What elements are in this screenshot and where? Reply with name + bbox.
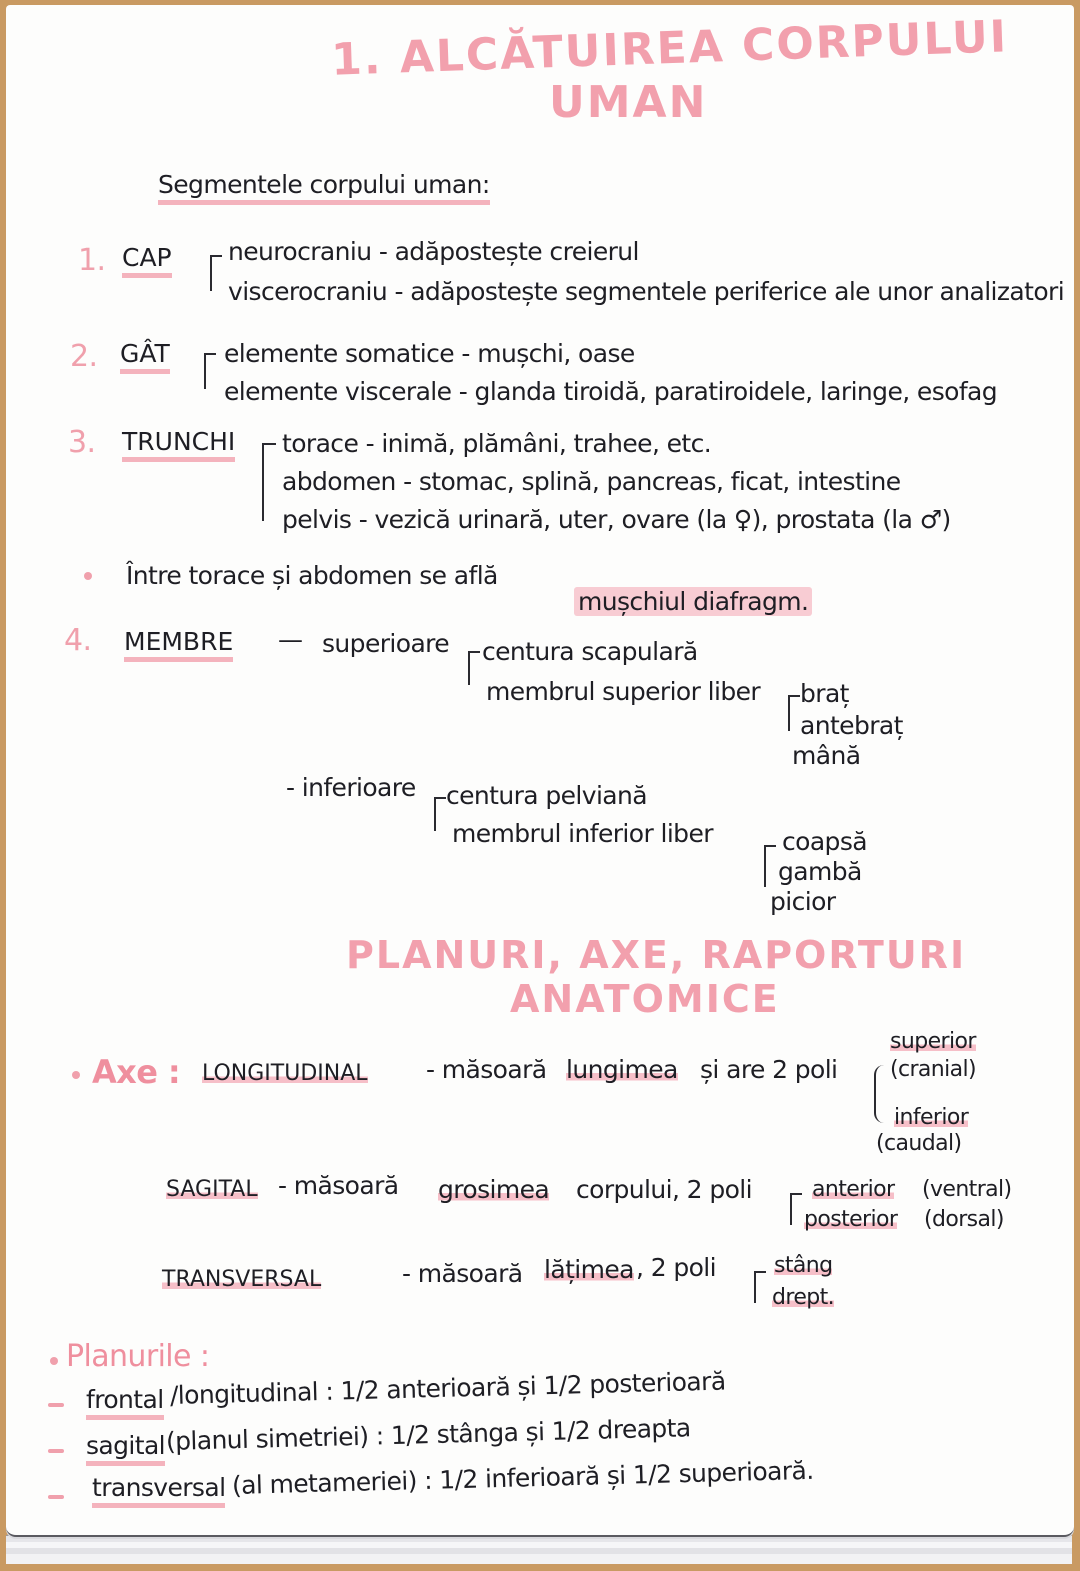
pole-inferior-note: (caudal) [876,1131,962,1156]
lower-part-2: membrul inferior liber [452,819,713,848]
trunchi-part-1: torace - inimă, plămâni, trahee, etc. [282,429,712,458]
brace-icon [468,651,480,685]
brace-icon [210,255,222,291]
brace-icon [874,1065,884,1123]
pole-anterior: anterior [812,1177,895,1202]
segment-cap: CAP [122,243,172,278]
diaphragm-note: Între torace și abdomen se află [126,561,498,590]
item-number-2: 2. [70,339,98,374]
segment-gat: GÂT [120,339,170,374]
trunchi-part-2: abdomen - stomac, splină, pancreas, ficat, intestine [282,467,901,496]
axis-sagital-highlight: grosimea [438,1175,550,1204]
page-title-line1: 1. ALCĂTUIREA CORPULUI [330,11,1009,86]
segments-heading: Segmentele corpului uman: [158,170,490,205]
lower-free-1: coapsă [782,827,867,856]
section2-title-line2: ANATOMICE [510,977,780,1021]
upper-free-2: antebraț [800,711,903,740]
lower-limbs-label: - inferioare [286,773,416,802]
notebook-page [6,5,1074,1537]
upper-part-1: centura scapulară [482,637,698,666]
dash-icon [48,1403,64,1407]
axis-sagital-text-after: corpului, 2 poli [576,1175,752,1204]
brace-icon [764,845,776,887]
upper-limbs-label: superioare [322,629,450,658]
trunchi-part-3: pelvis - vezică urinară, uter, ovare (la ♀), prostata (la ♂) [282,505,951,534]
segment-membre: MEMBRE [124,627,233,662]
axis-longitudinal-highlight: lungimea [566,1055,678,1084]
item-number-3: 3. [68,425,96,460]
axis-longitudinal: LONGITUDINAL [202,1061,368,1086]
bullet-icon [84,572,92,580]
axis-sagital: SAGITAL [166,1177,258,1202]
pole-superior: superior [890,1029,976,1054]
brace-icon [788,695,800,731]
plane-transversal-desc: (al metameriei) : 1/2 inferioară și 1/2 superioară. [231,1455,814,1500]
pole-stang: stâng [774,1253,833,1278]
axis-longitudinal-text: - măsoară [426,1055,547,1084]
upper-free-3: mână [792,741,861,770]
diaphragm-highlight: mușchiul diafragm. [574,587,812,616]
pole-anterior-note: (ventral) [922,1177,1012,1202]
plane-frontal: frontal [86,1385,164,1420]
brace-icon [434,797,446,831]
cap-part-1: neurocraniu - adăpostește creierul [228,237,639,266]
pole-posterior-note: (dorsal) [924,1207,1004,1232]
lower-free-3: picior [770,887,836,916]
plane-sagital: sagital [86,1431,165,1466]
brace-icon [754,1271,766,1303]
axis-sagital-text: - măsoară [278,1171,399,1200]
cap-part-2: viscerocraniu - adăpostește segmentele periferice ale unor analizatori [228,277,1065,306]
brace-icon [204,353,216,389]
pole-superior-note: (cranial) [890,1057,977,1082]
membre-dash: — [278,625,303,654]
dash-icon [48,1495,64,1499]
pole-posterior: posterior [804,1207,898,1232]
upper-free-1: braț [800,679,849,708]
brace-icon [262,443,276,521]
plane-sagital-desc: (planul simetriei) : 1/2 stânga și 1/2 dreapta [165,1413,691,1456]
axis-longitudinal-text-after: și are 2 poli [700,1055,838,1084]
axes-label: Axe : [92,1053,181,1091]
axis-transversal-highlight: lățimea [544,1255,634,1284]
axis-transversal-text-after: , 2 poli [636,1253,717,1282]
bullet-icon [50,1357,58,1365]
dash-icon [48,1449,64,1453]
axis-transversal: TRANSVERSAL [162,1267,322,1292]
page-title-line2: UMAN [549,77,708,128]
brace-icon [790,1193,802,1225]
bullet-icon [72,1071,80,1079]
section2-title-line1: PLANURI, AXE, RAPORTURI [346,933,967,977]
plane-frontal-desc: /longitudinal : 1/2 anterioară și 1/2 posterioară [169,1366,726,1410]
item-number-1: 1. [78,243,106,278]
planes-label: Planurile : [66,1339,210,1374]
axis-transversal-text: - măsoară [402,1259,523,1288]
upper-part-2: membrul superior liber [486,677,761,706]
paper-stack-edge [6,1535,1072,1564]
pole-drept: drept. [772,1285,835,1310]
pole-inferior: inferior [894,1105,969,1130]
plane-transversal: transversal [92,1473,225,1508]
gat-part-2: elemente viscerale - glanda tiroidă, paratiroidele, laringe, esofag [224,377,998,406]
item-number-4: 4. [64,623,92,658]
lower-free-2: gambă [778,857,862,886]
lower-part-1: centura pelviană [446,781,647,810]
segment-trunchi: TRUNCHI [122,427,235,462]
gat-part-1: elemente somatice - mușchi, oase [224,339,635,368]
